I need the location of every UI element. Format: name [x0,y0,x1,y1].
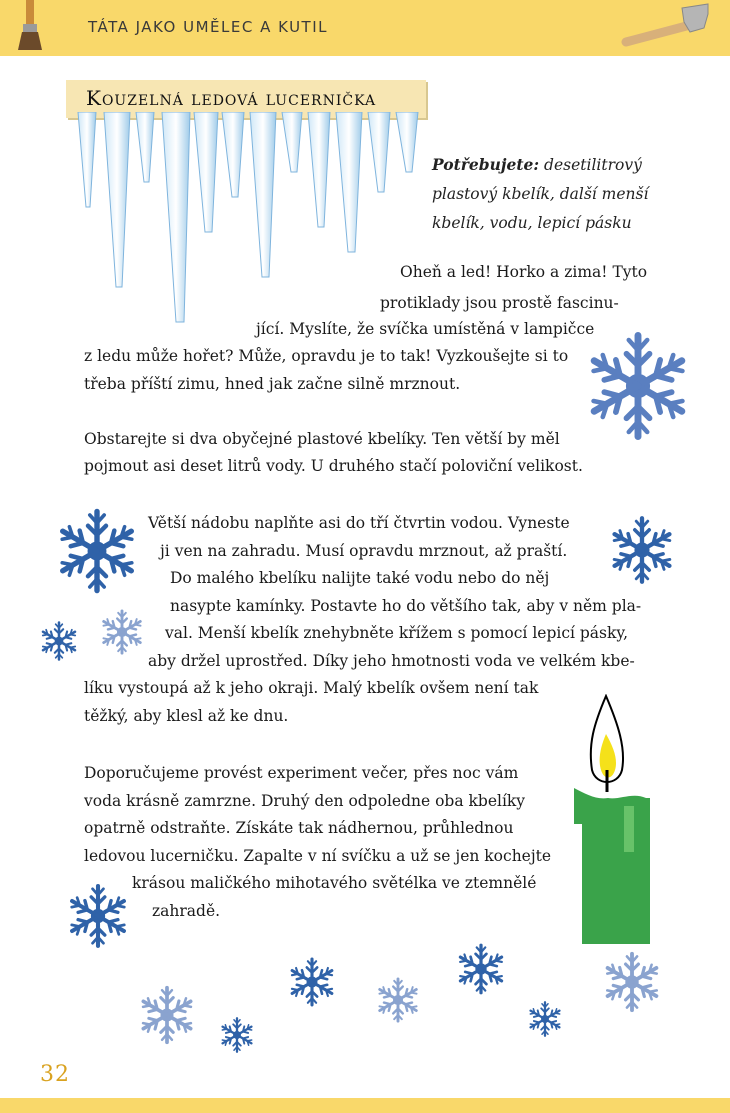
article-title: Kouzelná ledová lucernička [86,86,377,110]
paragraph4-line: zahradě. [152,902,221,920]
snowflake-icon [606,514,678,586]
snowflake-icon [374,976,422,1024]
hammer-icon [620,2,710,52]
paragraph1-line: třeba příští zimu, hned jak začne silně mrznout. [84,375,461,393]
needs-text: desetilitrový plastový kbelík, další menší kbelík, vodu, lepicí pásku [432,156,649,232]
paragraph3-line: Větší nádobu naplňte asi do tří čtvrtin vodou. Vyneste [148,514,570,532]
paragraph3-line: Do malého kbelíku nalijte také vodu nebo do něj [170,569,550,587]
paragraph4-line: ledovou lucerničku. Zapalte v ní svíčku a už se jen kochejte [84,847,552,865]
paragraph1-line: Oheň a led! Horko a zima! Tyto [400,263,648,281]
paragraph2-line: pojmout asi deset litrů vody. U druhého stačí poloviční velikost. [84,457,583,475]
snowflake-icon [454,942,508,996]
paragraph3-line: líku vystoupá až k jeho okraji. Malý kbelík ovšem není tak [84,679,539,697]
footer-band [0,1098,730,1113]
snowflake-icon [582,330,694,442]
candle-illustration [566,694,666,948]
paragraph3-line: val. Menší kbelík znehybněte křížem s pomocí lepicí pásky, [165,624,629,642]
paragraph1-line: z ledu může hořet? Může, opravdu je to tak! Vyzkoušejte si to [84,347,569,365]
page-number: 32 [40,1062,70,1087]
paragraph1-line: jící. Myslíte, že svíčka umístěná v lampičce [256,320,595,338]
snowflake-icon [136,984,198,1046]
icicles-illustration [72,112,422,332]
paragraph3-line: ji ven na zahradu. Musí opravdu mrznout, až praští. [160,542,568,560]
paragraph4-line: opatrně odstraňte. Získáte tak nádhernou, průhlednou [84,819,514,837]
paragraph4-line: krásou maličkého mihotavého světélka ve ztemnělé [132,874,537,892]
needs-label: Potřebujete: [432,155,540,174]
snowflake-icon [286,956,338,1008]
chapter-title: TÁTA JAKO UMĚLEC A KUTIL [88,18,328,36]
paintbrush-icon [8,0,52,52]
paragraph2-line: Obstarejte si dva obyčejné plastové kbelíky. Ten větší by měl [84,430,560,448]
paragraph3-line: aby držel uprostřed. Díky jeho hmotnosti voda ve velkém kbe- [148,652,635,670]
snowflake-icon [64,882,132,950]
paragraph3-line: těžký, aby klesl až ke dnu. [84,707,289,725]
paragraph4-line: Doporučujeme provést experiment večer, přes noc vám [84,764,519,782]
snowflake-icon [600,950,664,1014]
snowflake-icon [52,506,142,596]
snowflake-icon [526,1000,564,1038]
needs-box [432,150,692,238]
paragraph1-line: protiklady jsou prostě fascinu- [380,294,619,312]
paragraph3-line: nasypte kamínky. Postavte ho do většího tak, aby v něm pla- [170,597,642,615]
snowflake-icon [38,620,80,662]
snowflake-icon [218,1016,256,1054]
paragraph4-line: voda krásně zamrzne. Druhý den odpoledne oba kbelíky [84,792,526,810]
snowflake-icon [98,608,146,656]
